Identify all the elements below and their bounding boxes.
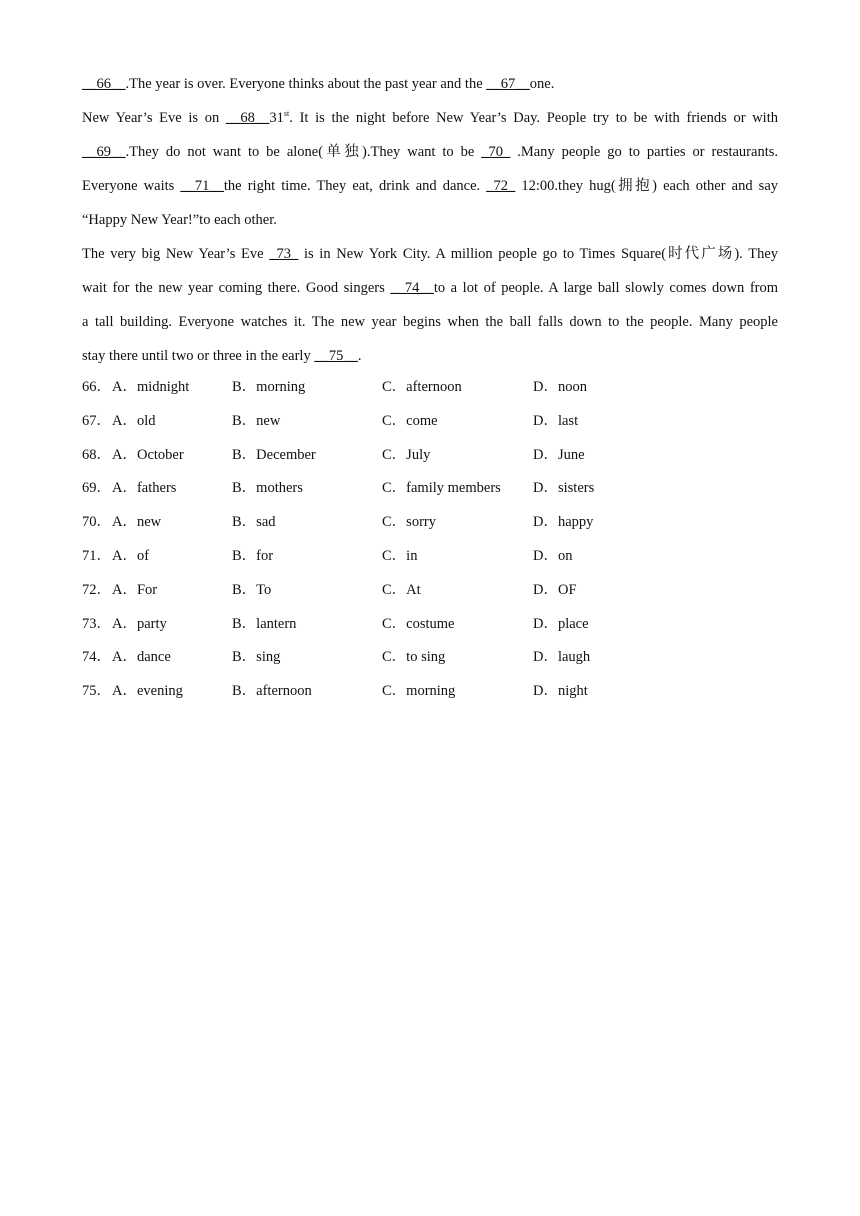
blank-72: _72_ xyxy=(486,178,516,194)
question-number: 67． xyxy=(82,412,111,429)
question-number: 69． xyxy=(82,480,111,497)
question-row xyxy=(82,611,778,645)
question-number: 68． xyxy=(82,446,111,463)
passage-line xyxy=(82,104,778,138)
passage-text: .They do not want to be alone(单独).They want to be xyxy=(125,144,482,160)
question-row xyxy=(82,442,778,476)
option-b: B．sad xyxy=(232,514,276,531)
option-b: B．lantern xyxy=(232,615,297,632)
passage-text: .Many people go to parties or restaurants. xyxy=(510,144,778,160)
option-c: C．morning xyxy=(382,683,456,700)
passage-text: “Happy New Year!”to each other. xyxy=(82,212,277,228)
passage-text: one. xyxy=(529,76,555,92)
option-c: C．afternoon xyxy=(382,379,462,395)
option-b: B．morning xyxy=(232,379,306,395)
option-d: D．sisters xyxy=(533,480,595,497)
option-d: D．OF xyxy=(533,581,577,598)
passage-line xyxy=(82,172,778,206)
question-row xyxy=(82,475,778,509)
passage-text: . It is the night before New Year’s Day. People try to be with friends or with xyxy=(289,110,778,126)
option-c: C．in xyxy=(382,547,418,564)
cloze-passage xyxy=(82,70,778,376)
passage-text: . xyxy=(357,348,362,364)
option-c: C．At xyxy=(382,581,421,598)
passage-line xyxy=(82,240,778,274)
passage-text: New Year’s Eve is on xyxy=(82,110,226,126)
question-number: 71． xyxy=(82,547,111,564)
option-d: D．laugh xyxy=(533,649,591,666)
blank-68: __68__ xyxy=(225,110,270,126)
option-c: C．July xyxy=(382,446,431,463)
option-a: A．dance xyxy=(112,649,171,666)
passage-text: 31 xyxy=(269,110,284,126)
passage-text: a tall building. Everyone watches it. The new year begins when the ball falls down to the people. Many people xyxy=(82,314,778,330)
question-row xyxy=(82,408,778,442)
passage-text: to a lot of people. A large ball slowly comes down from xyxy=(433,280,779,296)
question-number: 72． xyxy=(82,581,111,598)
option-a: A．midnight xyxy=(112,379,190,395)
option-a: A．party xyxy=(112,615,167,632)
blank-75: __75__ xyxy=(314,348,358,364)
option-c: C．come xyxy=(382,412,438,429)
passage-line xyxy=(82,308,778,342)
question-number: 75． xyxy=(82,683,111,700)
option-a: A．For xyxy=(112,581,158,598)
option-d: D．June xyxy=(533,446,585,463)
passage-line xyxy=(82,274,778,308)
option-b: B．afternoon xyxy=(232,683,312,700)
question-number: 66． xyxy=(82,379,111,395)
passage-text: wait for the new year coming there. Good singers xyxy=(82,280,391,296)
option-c: C．family members xyxy=(382,480,501,497)
option-a: A．new xyxy=(112,514,162,531)
question-number: 74． xyxy=(82,649,111,666)
option-a: A．October xyxy=(112,446,184,463)
option-b: B．sing xyxy=(232,649,281,666)
passage-text: Everyone waits xyxy=(82,178,181,194)
question-number: 73． xyxy=(82,615,111,632)
passage-text: The very big New Year’s Eve xyxy=(82,246,270,262)
question-row xyxy=(82,543,778,577)
option-d: D．place xyxy=(533,615,589,632)
option-d: D．night xyxy=(533,683,588,700)
blank-66: __66__ xyxy=(82,76,126,92)
passage-text: stay there until two or three in the early xyxy=(82,348,315,364)
blank-71: __71__ xyxy=(180,178,224,194)
option-b: B．mothers xyxy=(232,480,303,497)
passage-line xyxy=(82,342,778,376)
option-a: A．of xyxy=(112,547,150,564)
option-a: A．evening xyxy=(112,683,183,700)
passage-line xyxy=(82,70,778,104)
option-d: D．last xyxy=(533,412,579,429)
option-a: A．fathers xyxy=(112,480,177,497)
ordinal-suffix: st xyxy=(283,109,290,118)
blank-74: __74__ xyxy=(390,280,434,296)
blank-69: __69__ xyxy=(82,144,126,160)
passage-text: 12:00.they hug(拥抱) each other and say xyxy=(515,178,779,194)
option-b: B．new xyxy=(232,412,281,429)
question-row xyxy=(82,509,778,543)
passage-text: is in New York City. A million people go to Times Square(时代广场). They xyxy=(298,246,778,262)
option-b: B．December xyxy=(232,446,316,463)
blank-73: _73_ xyxy=(269,246,299,262)
blank-67: __67__ xyxy=(486,76,530,92)
answer-options xyxy=(82,374,778,712)
option-d: D．on xyxy=(533,547,573,564)
question-row xyxy=(82,678,778,712)
passage-line xyxy=(82,206,778,240)
passage-line xyxy=(82,138,778,172)
passage-text: .The year is over. Everyone thinks about the past year and the xyxy=(125,76,487,92)
option-d: D．happy xyxy=(533,514,594,531)
option-d: D．noon xyxy=(533,379,587,395)
option-c: C．costume xyxy=(382,615,455,632)
question-number: 70． xyxy=(82,514,111,531)
option-c: C．to sing xyxy=(382,649,446,666)
option-b: B．To xyxy=(232,581,272,598)
question-row xyxy=(82,577,778,611)
option-c: C．sorry xyxy=(382,514,436,531)
option-b: B．for xyxy=(232,547,274,564)
blank-70: _70_ xyxy=(481,144,511,160)
passage-text: the right time. They eat, drink and dance. xyxy=(223,178,487,194)
question-row xyxy=(82,644,778,678)
question-row xyxy=(82,374,778,408)
option-a: A．old xyxy=(112,412,156,429)
